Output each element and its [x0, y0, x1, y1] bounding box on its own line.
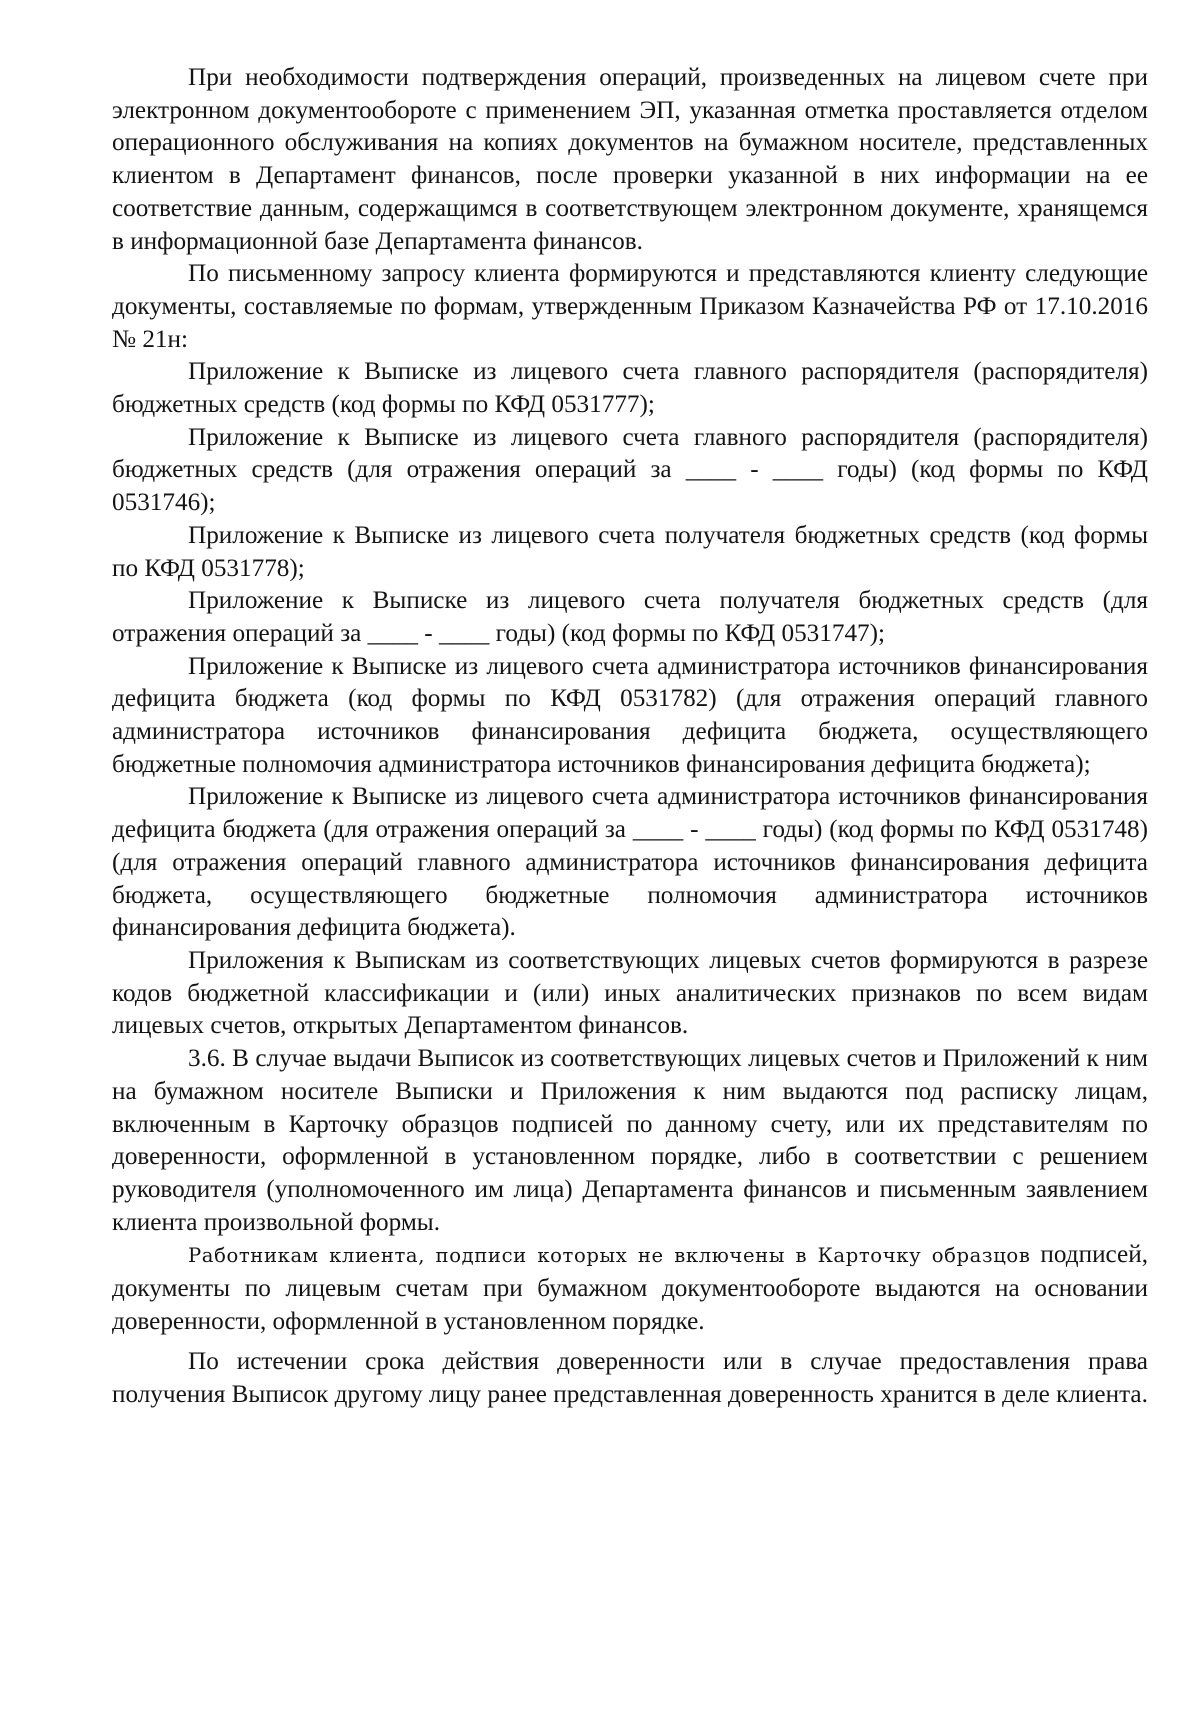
paragraph-employees-rest: подписей, документы по лицевым счетам при бумажном документообороте выдаются на основании доверенности, оформленной в установленном порядке.: [112, 1241, 1148, 1335]
paragraph-appendices-formation: Приложения к Выпискам из соответствующих лицевых счетов формируются в разрезе кодов бюджетной классификации и (или) иных аналитических признаков по всем видам лицевых счетов, открытых Департаментом финансов.: [112, 946, 1148, 1040]
list-item-0531748: Приложение к Выписке из лицевого счета администратора источников финансирования дефицита бюджета (для отражения операций за ____ - ____ годы) (код формы по КФД 0531748) (для отражения операций главного администратора источников финансирования дефицита бюджета, осуществляющего бюджетные полномочия администратора источников финансирования дефицита бюджета).: [112, 783, 1148, 942]
paragraph-employees: [112, 1239, 1148, 1338]
document-page: [112, 62, 1148, 1412]
list-item-0531778: Приложение к Выписке из лицевого счета получателя бюджетных средств (код формы по КФД 0531778);: [112, 521, 1148, 582]
paragraph-section-3-6: 3.6. В случае выдачи Выписок из соответствующих лицевых счетов и Приложений к ним на бумажном носителе Выписки и Приложения к ним выдаются под расписку лицам, включенным в Карточку образцов подписей по данному счету, или их представителям по доверенности, оформленной в установленном порядке, либо в соответствии с решением руководителя (уполномоченного им лица) Департамента финансов и письменным заявлением клиента произвольной формы.: [112, 1045, 1148, 1236]
paragraph-client-request: По письменному запросу клиента формируются и представляются клиенту следующие документы, составляемые по формам, утвержденным Приказом Казначейства РФ от 17.10.2016 № 21н:: [112, 260, 1148, 353]
paragraph-employees-lead: Работникам клиента, подписи которых не включены в Карточку образцов: [188, 1244, 1031, 1268]
list-item-0531782: Приложение к Выписке из лицевого счета администратора источников финансирования дефицита бюджета (код формы по КФД 0531782) (для отражения операций главного администратора источников финансирования дефицита бюджета, осуществляющего бюджетные полномочия администратора источников финансирования дефицита бюджета);: [112, 652, 1148, 778]
paragraph-confirmation-mark: При необходимости подтверждения операций, произведенных на лицевом счете при электронном документообороте с применением ЭП, указанная отметка проставляется отделом операционного обслуживания на копиях документов на бумажном носителе, представленных клиентом в Департамент финансов, после проверки указанной в них информации на ее соответствие данным, содержащимся в соответствующем электронном документе, хранящемся в информационной базе Департамента финансов.: [112, 64, 1148, 255]
list-item-0531777: Приложение к Выписке из лицевого счета главного распорядителя (распорядителя) бюджетных средств (код формы по КФД 0531777);: [112, 358, 1148, 419]
list-item-0531746: Приложение к Выписке из лицевого счета главного распорядителя (распорядителя) бюджетных средств (для отражения операций за ____ - ____ годы) (код формы по КФД 0531746);: [112, 423, 1148, 517]
list-item-0531747: Приложение к Выписке из лицевого счета получателя бюджетных средств (для отражения операций за ____ - ____ годы) (код формы по КФД 0531747);: [112, 587, 1148, 647]
paragraph-gap: [112, 1338, 1148, 1346]
paragraph-power-of-attorney-expiry: По истечении срока действия доверенности или в случае предоставления права получения Выписок другому лицу ранее представленная доверенность хранится в деле клиента.: [112, 1348, 1148, 1409]
